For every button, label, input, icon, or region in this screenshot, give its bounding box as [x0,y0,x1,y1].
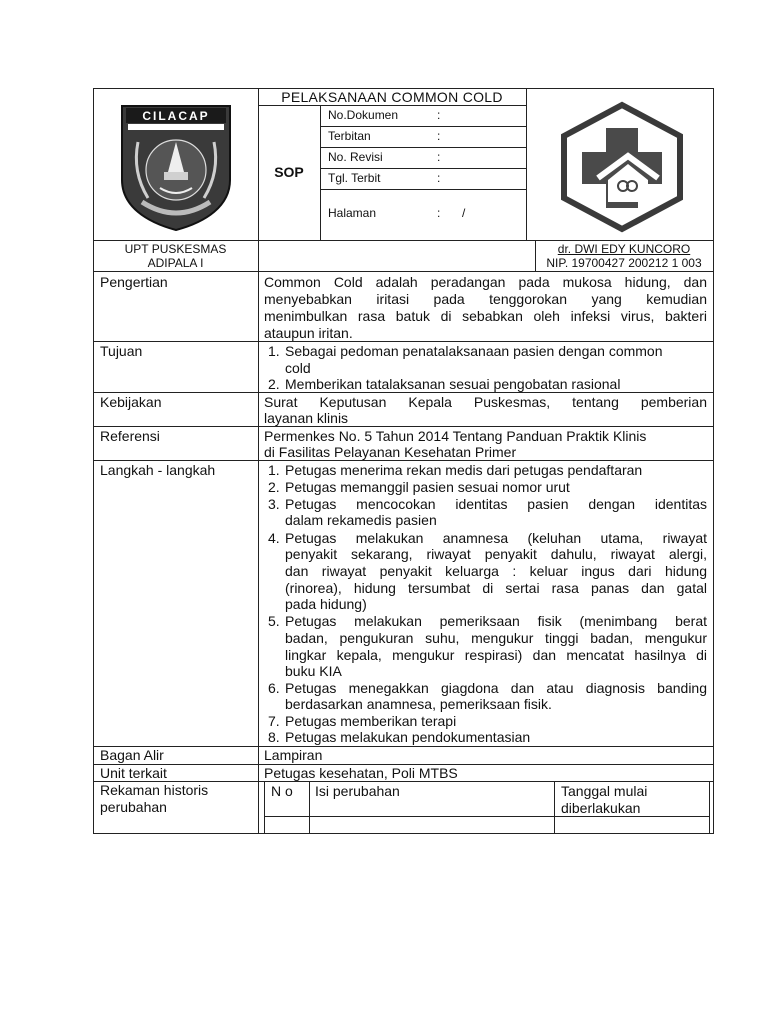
label-unit-terkait: Unit terkait [100,765,167,781]
langkah-step-number: 6. [268,680,280,696]
field-label-no-dokumen: No.Dokumen [328,108,399,122]
pengertian-line: menimbulkan rasa batuk di sebabkan oleh infeksi virus, bakteri [264,308,707,324]
bagan-alir-value: Lampiran [264,747,323,763]
signatory-name: dr. DWI EDY KUNCORO [557,242,691,256]
langkah-step-line: pada hidung) [285,596,367,612]
history-table-border [554,781,555,833]
langkah-step-line: berdasarkan anamnesa, pemeriksaan fisik. [285,696,552,712]
field-label-halaman: Halaman [328,206,377,220]
org-name-line2: ADIPALA I [147,256,204,270]
tujuan-item-line: cold [285,360,311,376]
history-table-border [309,781,310,833]
tujuan-item-number: 2. [268,376,280,392]
label-langkah: Langkah - langkah [100,462,216,478]
document-title: PELAKSANAAN COMMON COLD [281,89,503,105]
langkah-step-line: Petugas memanggil pasien sesuai nomor urut [285,479,570,495]
border-left [93,88,94,834]
unit-terkait-value: Petugas kesehatan, Poli MTBS [264,765,458,781]
cilacap-emblem-logo [118,102,234,232]
langkah-step-line: Petugas melakukan anamnesa (keluhan utama, riwayat [285,530,707,546]
field-sep: : [437,206,441,220]
langkah-step-number: 8. [268,729,280,745]
langkah-step-line: dalam rekamedis pasien [285,512,437,528]
field-divider [320,168,526,169]
field-value-halaman: / [462,206,466,220]
label-kebijakan: Kebijakan [100,394,162,410]
langkah-step-line: Petugas melakukan pemeriksaan fisik (menimbang berat [285,613,707,629]
label-pengertian: Pengertian [100,274,168,290]
tujuan-item-number: 1. [268,343,280,359]
history-table-border [264,816,710,817]
langkah-step-line: (rinorea), hidung tersumbat di sertai rasa panas dan gatal [285,580,707,596]
field-label-terbitan: Terbitan [328,129,371,143]
divider-header-bottom [93,240,714,241]
langkah-step-line: Petugas memberikan terapi [285,713,457,729]
field-sep: : [437,150,441,164]
langkah-step-line: Petugas mencocokan identitas pasien dengan identitas [285,496,707,512]
field-divider [320,147,526,148]
label-rekaman-line1: Rekaman historis [100,782,209,798]
history-col-tanggal-line1: Tanggal mulai [561,783,648,799]
field-sep: : [437,108,441,122]
langkah-step-line: dan riwayat penyakit keluarga : keluar ingus dari hidung [285,563,707,579]
referensi-line: Permenkes No. 5 Tahun 2014 Tentang Panduan Praktik Klinis [264,428,647,444]
kebijakan-line: Surat Keputusan Kepala Puskesmas, tentang pemberian [264,394,707,410]
langkah-step-line: badan, pengukuran suhu, mengukur tinggi badan, mengukur [285,630,707,646]
tujuan-item-line: Sebagai pedoman penatalaksanaan pasien dengan common [285,343,663,359]
sop-label: SOP [274,164,304,180]
langkah-step-number: 4. [268,530,280,546]
border-bottom [93,833,714,834]
field-sep: : [437,129,441,143]
divider-logo-right [526,88,527,240]
label-rekaman-line2: perubahan [100,799,167,815]
kebijakan-line: layanan klinis [264,410,349,426]
field-divider [320,189,526,190]
pengertian-line: Common Cold adalah peradangan pada mukosa hidung, dan [264,274,707,290]
langkah-step-line: Petugas menerima rekan medis dari petugas pendaftaran [285,462,643,478]
langkah-step-number: 7. [268,713,280,729]
langkah-step-number: 2. [268,479,280,495]
langkah-step-line: buku KIA [285,663,342,679]
puskesmas-logo [558,100,686,234]
label-bagan-alir: Bagan Alir [100,747,164,763]
langkah-step-number: 3. [268,496,280,512]
pengertian-line: ataupun iritan. [264,325,353,341]
field-label-no-revisi: No. Revisi [328,150,383,164]
referensi-line: di Fasilitas Pelayanan Kesehatan Primer [264,444,517,460]
langkah-step-line: lingkar kepala, mengukur respirasi) dan mencatat hasilnya di [285,647,707,663]
langkah-step-line: Petugas melakukan pendokumentasian [285,729,531,745]
history-col-no: N o [271,783,293,799]
cilacap-logo-text: CILACAP [142,109,210,123]
history-col-tanggal-line2: diberlakukan [561,800,641,816]
langkah-step-number: 1. [268,462,280,478]
border-right [713,88,714,834]
row-divider [93,746,714,747]
divider-body-start [93,271,714,272]
history-col-isi: Isi perubahan [315,783,400,799]
divider-body-column [258,271,259,834]
field-label-tgl-terbit: Tgl. Terbit [328,171,381,185]
label-tujuan: Tujuan [100,343,143,359]
org-name-line1: UPT PUSKESMAS [124,242,227,256]
pengertian-line: menyebabkan iritasi pada tenggorokan yang kemudian [264,291,707,307]
label-referensi: Referensi [100,428,160,444]
field-sep: : [437,171,441,185]
field-divider [320,126,526,127]
tujuan-item-line: Memberikan tatalaksanan sesuai pengobatan rasional [285,376,621,392]
langkah-step-number: 5. [268,613,280,629]
langkah-step-line: penyakit sekarang, riwayat penyakit dahulu, riwayat alergi, [285,546,707,562]
langkah-step-line: Petugas menegakkan giagdona dan atau diagnosis banding [285,680,707,696]
signatory-nip: NIP. 19700427 200212 1 003 [546,256,702,270]
history-table-border [709,781,710,833]
history-table-border [264,781,265,833]
divider-org [258,240,259,271]
